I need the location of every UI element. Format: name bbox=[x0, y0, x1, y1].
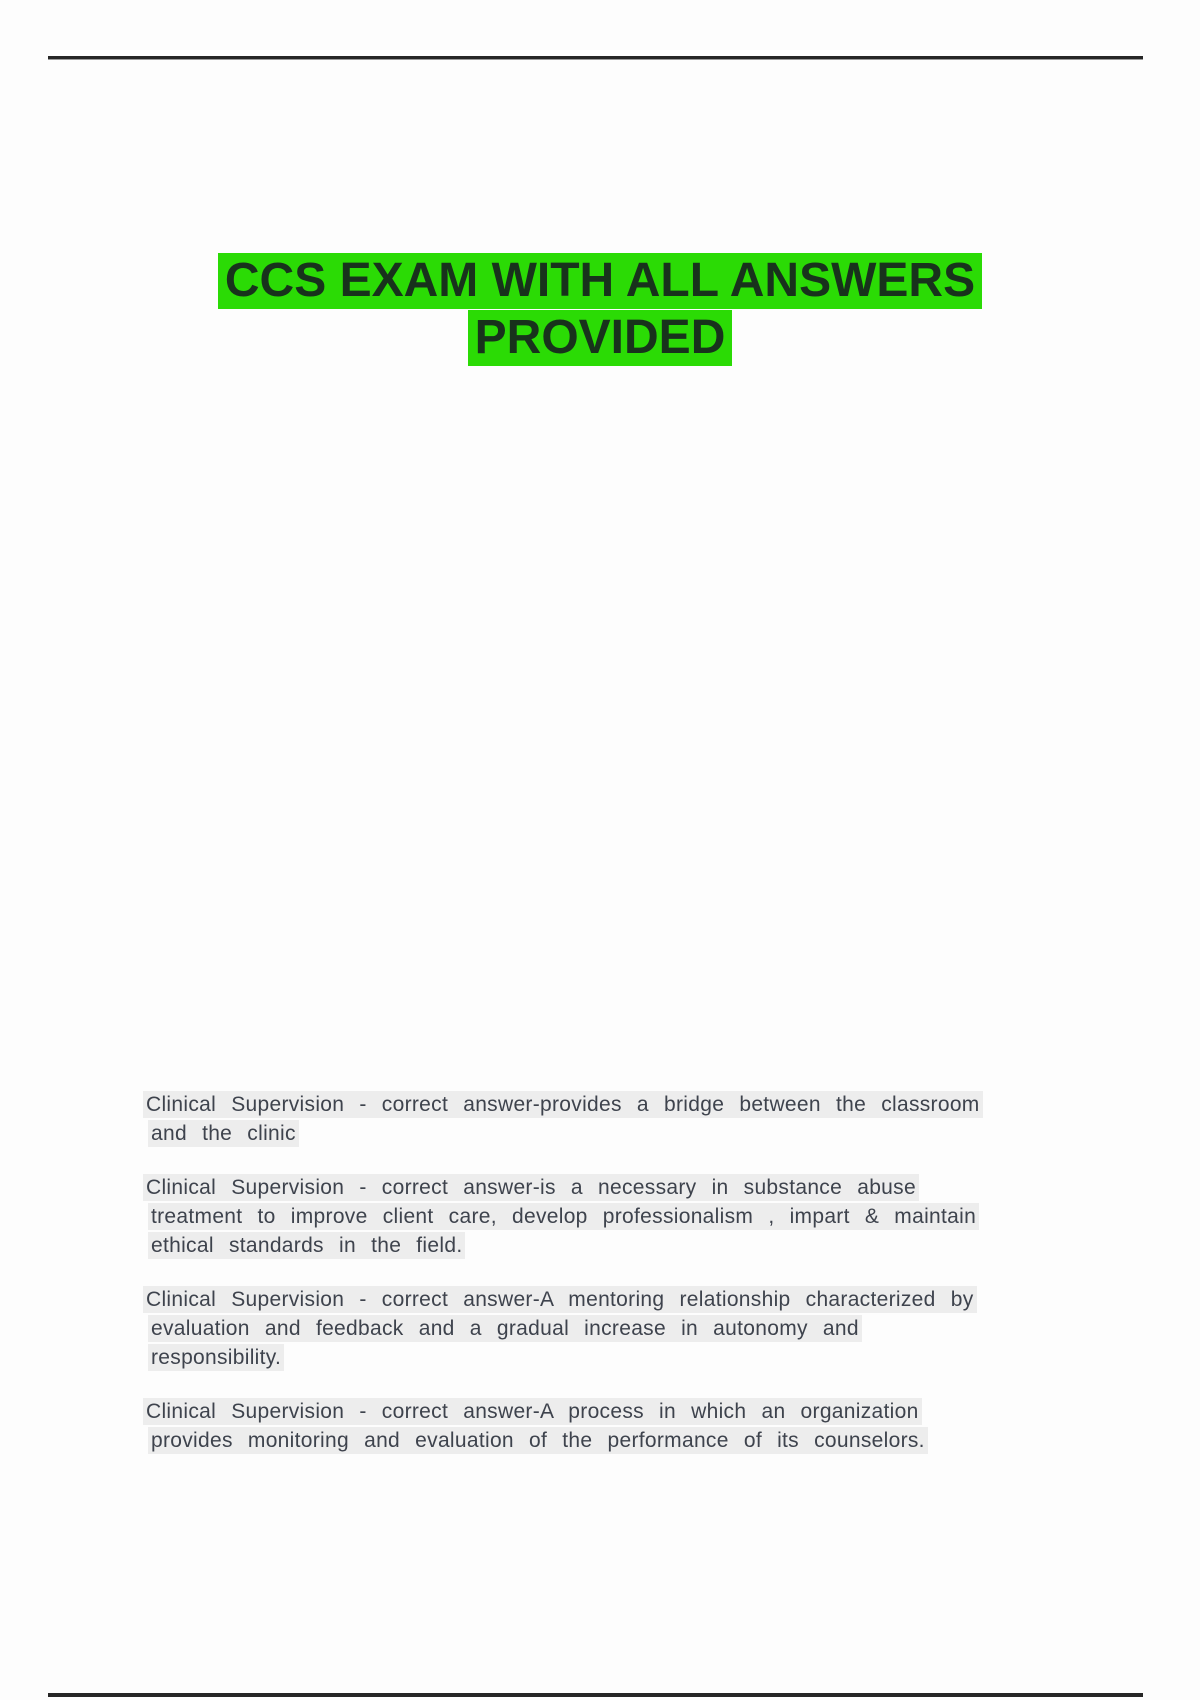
top-divider bbox=[48, 56, 1143, 60]
title-line bbox=[0, 309, 1200, 366]
qa-line-text: and the clinic bbox=[148, 1120, 299, 1147]
qa-paragraph bbox=[143, 1285, 1093, 1372]
qa-line bbox=[143, 1285, 1093, 1314]
qa-line-text: Clinical Supervision - correct answer-A mentoring relationship characterized by bbox=[143, 1286, 977, 1313]
qa-line-text: responsibility. bbox=[148, 1344, 284, 1371]
qa-line bbox=[143, 1202, 1093, 1231]
qa-line-text: Clinical Supervision - correct answer-A process in which an organization bbox=[143, 1398, 922, 1425]
qa-line bbox=[143, 1090, 1093, 1119]
qa-content bbox=[143, 1090, 1093, 1480]
qa-line-text: Clinical Supervision - correct answer-provides a bridge between the classroom bbox=[143, 1091, 983, 1118]
qa-line bbox=[143, 1231, 1093, 1260]
title-highlight-text: CCS EXAM WITH ALL ANSWERS bbox=[218, 253, 982, 309]
qa-line-text: Clinical Supervision - correct answer-is a necessary in substance abuse bbox=[143, 1174, 919, 1201]
qa-paragraph bbox=[143, 1397, 1093, 1455]
qa-line bbox=[143, 1119, 1093, 1148]
qa-line bbox=[143, 1314, 1093, 1343]
qa-line-text: ethical standards in the field. bbox=[148, 1232, 465, 1259]
qa-line-text: treatment to improve client care, develop professionalism , impart & maintain bbox=[148, 1203, 979, 1230]
title-line bbox=[0, 252, 1200, 309]
title-highlight-text: PROVIDED bbox=[468, 310, 733, 366]
qa-paragraph bbox=[143, 1090, 1093, 1148]
page-title bbox=[0, 252, 1200, 366]
qa-line bbox=[143, 1397, 1093, 1426]
qa-line bbox=[143, 1426, 1093, 1455]
qa-line bbox=[143, 1173, 1093, 1202]
qa-line bbox=[143, 1343, 1093, 1372]
bottom-divider bbox=[48, 1693, 1143, 1697]
qa-line-text: provides monitoring and evaluation of the performance of its counselors. bbox=[148, 1427, 928, 1454]
qa-line-text: evaluation and feedback and a gradual increase in autonomy and bbox=[148, 1315, 862, 1342]
qa-paragraph bbox=[143, 1173, 1093, 1260]
